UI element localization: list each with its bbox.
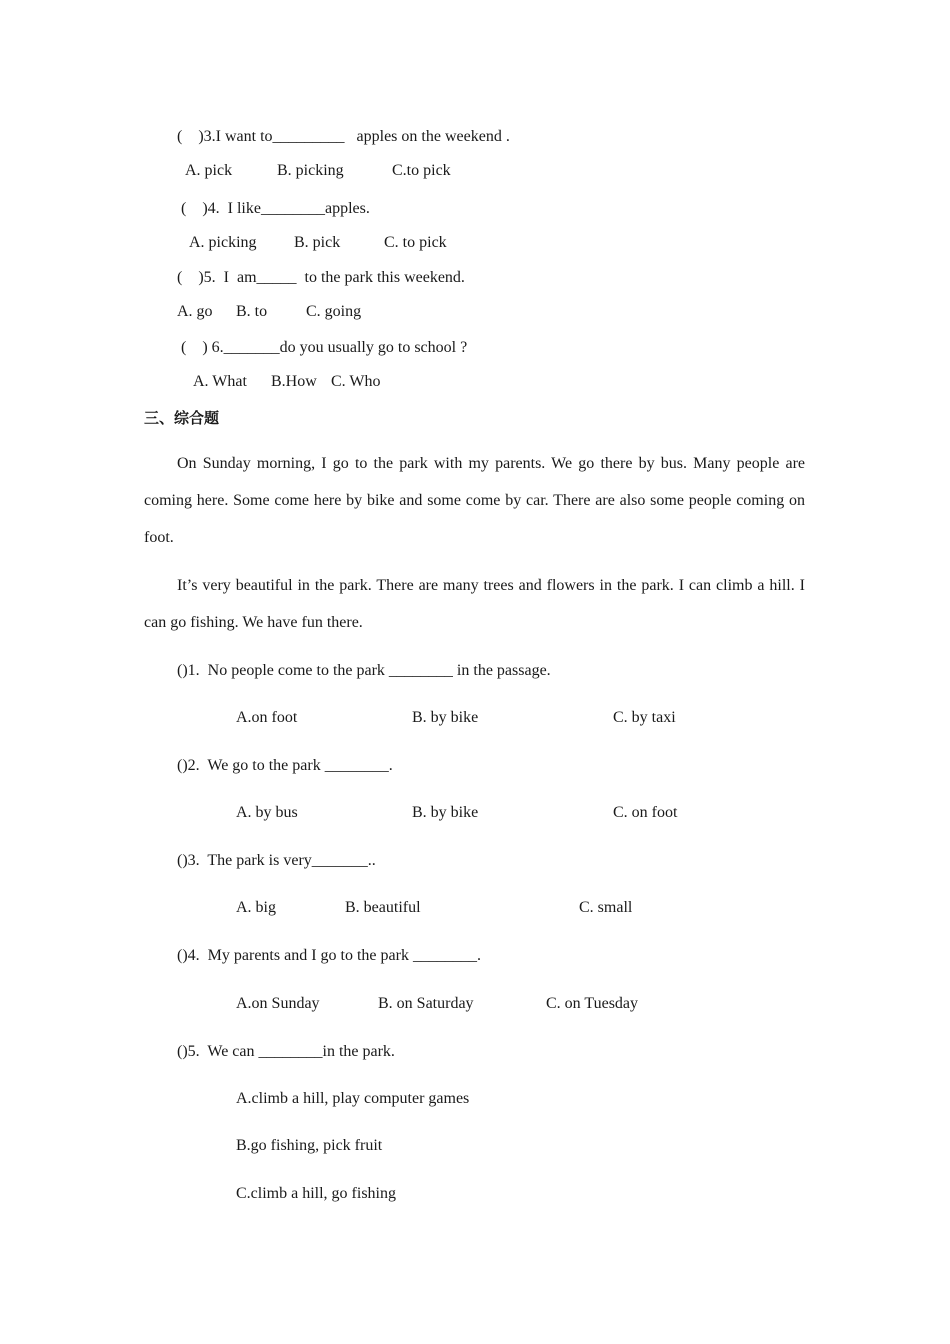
- comprehension-question-2-option-c: C. on foot: [613, 804, 678, 821]
- question-3-stem: ( )3.I want to_________ apples on the weekend .: [177, 128, 510, 145]
- question-5-stem: ( )5. I am_____ to the park this weekend.: [177, 269, 465, 286]
- question-5-option-b: B. to: [236, 303, 268, 320]
- question-4-stem: ( )4. I like________apples.: [181, 200, 370, 217]
- question-6-option-b: B.How: [271, 373, 317, 390]
- comprehension-question-5-stem: ()5. We can ________in the park.: [177, 1043, 395, 1060]
- question-4-option-a: A. picking: [189, 234, 257, 251]
- comprehension-question-4-option-c: C. on Tuesday: [546, 995, 639, 1012]
- question-3-option-c: C.to pick: [392, 162, 451, 179]
- comprehension-question-3-option-b: B. beautiful: [345, 899, 421, 916]
- comprehension-question-2-option-a: A. by bus: [236, 804, 298, 821]
- comprehension-question-3-option-a: A. big: [236, 899, 276, 916]
- question-6-option-c: C. Who: [331, 373, 381, 390]
- comprehension-question-1-option-a: A.on foot: [236, 709, 298, 726]
- question-4-option-b: B. pick: [294, 234, 341, 251]
- passage-paragraph-2: It’s very beautiful in the park. There are many trees and flowers in the park. I can climb a hill. I can go fishing. We have fun there.: [144, 577, 805, 631]
- comprehension-question-2-option-b: B. by bike: [412, 804, 479, 821]
- question-5-option-c: C. going: [306, 303, 362, 320]
- comprehension-question-5-option-a: A.climb a hill, play computer games: [236, 1090, 470, 1107]
- comprehension-question-4-option-a: A.on Sunday: [236, 995, 320, 1012]
- comprehension-question-3-option-c: C. small: [579, 899, 633, 916]
- comprehension-question-1-stem: ()1. No people come to the park ________ in the passage.: [177, 662, 551, 679]
- comprehension-question-1-option-c: C. by taxi: [613, 709, 676, 726]
- question-3-option-b: B. picking: [277, 162, 344, 179]
- comprehension-question-5-option-b: B.go fishing, pick fruit: [236, 1137, 383, 1154]
- question-6-option-a: A. What: [193, 373, 247, 390]
- question-4-option-c: C. to pick: [384, 234, 447, 251]
- comprehension-question-1-option-b: B. by bike: [412, 709, 479, 726]
- comprehension-question-4-stem: ()4. My parents and I go to the park ________.: [177, 947, 481, 964]
- comprehension-question-2-stem: ()2. We go to the park ________.: [177, 757, 393, 774]
- question-6-stem: ( ) 6._______do you usually go to school ?: [181, 339, 468, 356]
- question-5-option-a: A. go: [177, 303, 213, 320]
- comprehension-question-5-option-c: C.climb a hill, go fishing: [236, 1185, 396, 1202]
- question-3-option-a: A. pick: [185, 162, 233, 179]
- section-three-heading: 三、综合题: [144, 409, 220, 427]
- comprehension-question-4-option-b: B. on Saturday: [378, 995, 474, 1012]
- passage-paragraph-1: On Sunday morning, I go to the park with my parents. We go there by bus. Many people are coming here. Some come here by bike and some come by car. There are also some people coming on foot.: [144, 455, 805, 546]
- comprehension-question-3-stem: ()3. The park is very_______..: [177, 852, 376, 869]
